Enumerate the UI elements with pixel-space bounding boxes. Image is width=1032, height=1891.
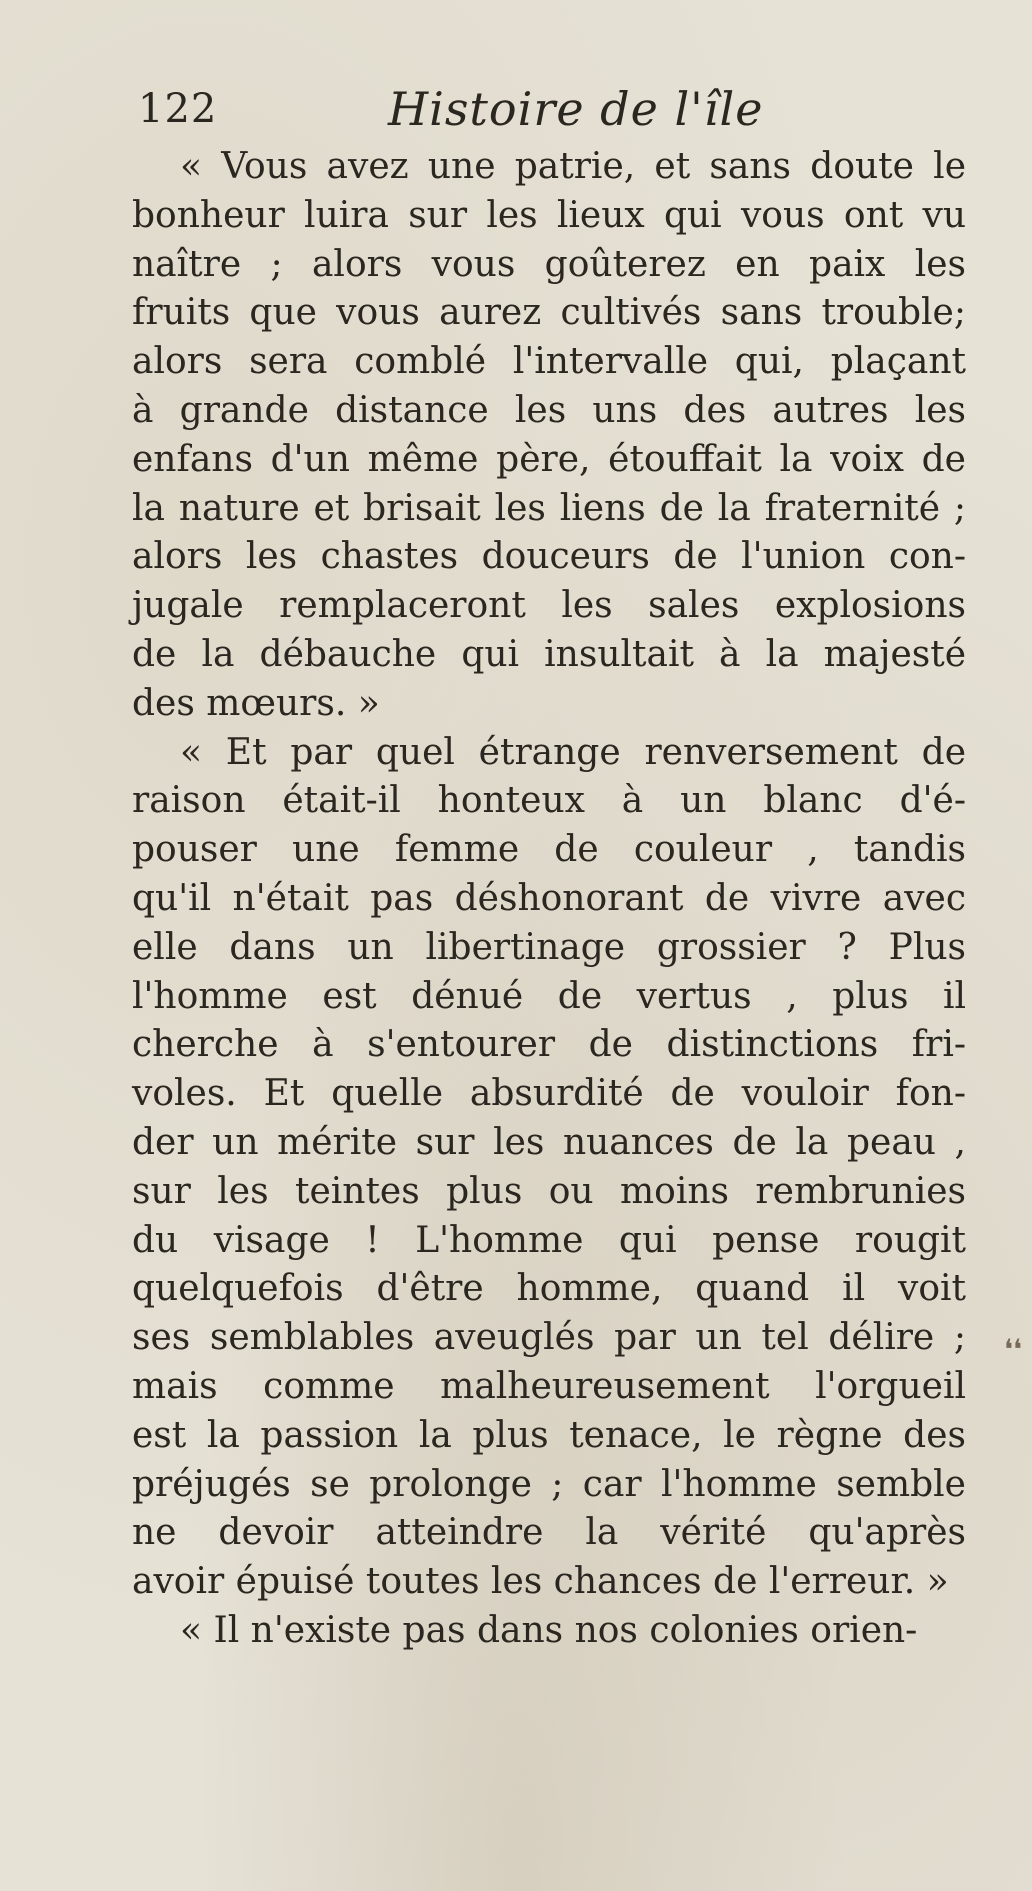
running-title: Histoire de l'île (388, 82, 764, 136)
page-number: 122 (138, 86, 218, 132)
text-line: mais comme malheureusement l'orgueil (132, 1365, 966, 1407)
text-line: sur les teintes plus ou moins rembrunies (132, 1170, 966, 1212)
text-line: enfans d'un même père, étouffait la voix de (132, 438, 966, 480)
text-line: der un mérite sur les nuances de la peau , (132, 1121, 966, 1163)
text-line: voles. Et quelle absurdité de vouloir fon- (132, 1073, 966, 1115)
text-line: quelquefois d'être homme, quand il voit (132, 1268, 966, 1310)
margin-ink-mark: ❛❛ (1004, 1333, 1023, 1366)
text-line: qu'il n'était pas déshonorant de vivre avec (132, 877, 966, 919)
running-head (138, 82, 998, 142)
text-line: raison était-il honteux à un blanc d'é- (132, 780, 966, 822)
text-line: cherche à s'entourer de distinctions fri- (132, 1024, 966, 1066)
text-line: ses semblables aveuglés par un tel délire ; (132, 1317, 966, 1359)
text-line: est la passion la plus tenace, le règne des (132, 1414, 966, 1456)
text-line: elle dans un libertinage grossier ? Plus (132, 926, 966, 968)
text-line: préjugés se prolonge ; car l'homme semble (132, 1463, 966, 1505)
text-line: alors les chastes douceurs de l'union con- (132, 536, 966, 578)
text-line: de la débauche qui insultait à la majesté (132, 633, 966, 675)
text-line: du visage ! L'homme qui pense rougit (132, 1219, 966, 1261)
text-line: à grande distance les uns des autres les (132, 389, 966, 431)
text-line: jugale remplaceront les sales explosions (132, 585, 966, 627)
text-line: l'homme est dénué de vertus , plus il (132, 975, 966, 1017)
text-line: « Vous avez une patrie, et sans doute le (180, 146, 966, 187)
text-line: avoir épuisé toutes les chances de l'erreur. » (132, 1561, 949, 1603)
text-line: « Et par quel étrange renversement de (180, 731, 966, 773)
text-line: alors sera comblé l'intervalle qui, plaçant (132, 341, 966, 383)
text-line: ne devoir atteindre la vérité qu'après (132, 1512, 966, 1554)
body-text (132, 143, 966, 1656)
text-line: naître ; alors vous goûterez en paix les (132, 243, 966, 285)
text-line: fruits que vous aurez cultivés sans trouble; (132, 292, 966, 334)
text-line: « Il n'existe pas dans nos colonies orien- (180, 1609, 918, 1651)
text-line: des mœurs. » (132, 682, 380, 724)
text-line: la nature et brisait les liens de la fraternité ; (132, 487, 966, 529)
text-line: pouser une femme de couleur , tandis (132, 829, 966, 871)
text-line: bonheur luira sur les lieux qui vous ont vu (132, 194, 966, 236)
